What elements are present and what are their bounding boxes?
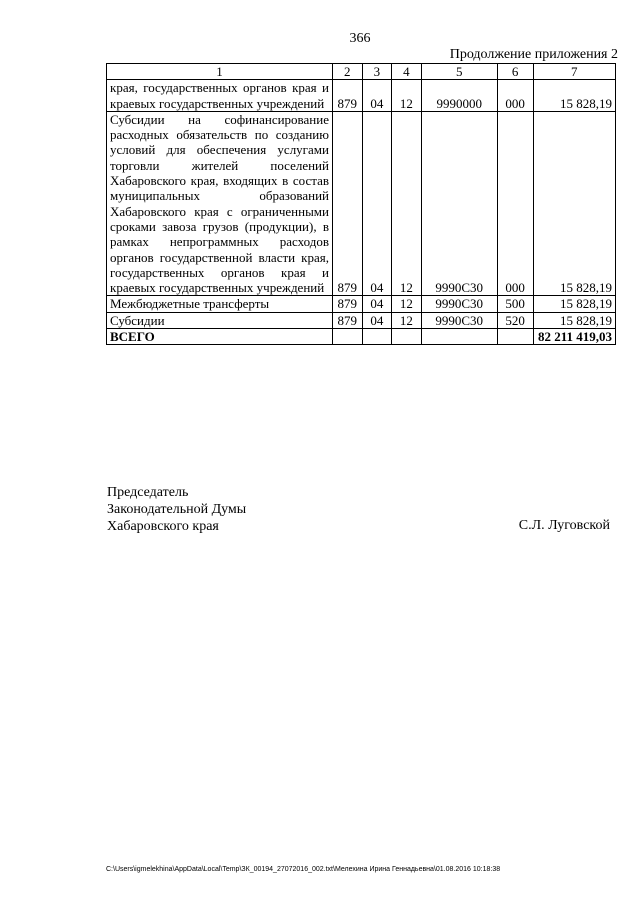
table-row <box>107 312 616 328</box>
empty-cell <box>362 329 392 345</box>
budget-table <box>106 63 616 345</box>
total-label: ВСЕГО <box>107 329 333 345</box>
table-row <box>107 296 616 312</box>
signer-name: С.Л. Луговской <box>518 518 610 533</box>
row-code-2: 879 <box>332 111 362 296</box>
row-code-5: 9990000 <box>421 80 497 112</box>
signature-title-line: Законодательной Думы <box>107 502 247 517</box>
header-cell: 3 <box>362 64 392 80</box>
row-code-5: 9990С30 <box>421 111 497 296</box>
row-code-5: 9990С30 <box>421 312 497 328</box>
row-code-2: 879 <box>332 312 362 328</box>
header-cell: 4 <box>392 64 422 80</box>
table-row <box>107 111 616 296</box>
row-amount: 15 828,19 <box>533 80 615 112</box>
empty-cell <box>497 329 533 345</box>
row-code-2: 879 <box>332 80 362 112</box>
empty-cell <box>392 329 422 345</box>
row-code-4: 12 <box>392 111 422 296</box>
signature-block <box>107 484 246 535</box>
total-row <box>107 329 616 345</box>
row-description: Субсидии <box>107 312 333 328</box>
row-code-6: 520 <box>497 312 533 328</box>
row-amount: 15 828,19 <box>533 111 615 296</box>
row-description: края, государственных органов края и краевых государственных учреждений <box>107 80 333 112</box>
row-description: Субсидии на софинансирование расходных обязательств по созданию условий для обеспечения услугами торговли жителей поселений Хабаровского края, входящих в состав муниципальных образований Хабаровского края с ограниченными сроками завоза грузов (продукции), в рамках непрограммных расходов органов государственной власти края, государственных органов края и краевых государственных учреждений <box>107 111 333 296</box>
empty-cell <box>332 329 362 345</box>
row-code-3: 04 <box>362 80 392 112</box>
row-code-3: 04 <box>362 296 392 312</box>
row-code-6: 500 <box>497 296 533 312</box>
signature-title-line: Председатель <box>107 485 189 500</box>
row-code-4: 12 <box>392 312 422 328</box>
header-cell: 6 <box>497 64 533 80</box>
header-cell: 7 <box>533 64 615 80</box>
row-code-3: 04 <box>362 312 392 328</box>
page-number: 366 <box>349 31 371 46</box>
row-code-5: 9990С30 <box>421 296 497 312</box>
header-cell: 5 <box>421 64 497 80</box>
row-code-6: 000 <box>497 111 533 296</box>
row-description: Межбюджетные трансферты <box>107 296 333 312</box>
row-code-3: 04 <box>362 111 392 296</box>
empty-cell <box>421 329 497 345</box>
signature-title-line: Хабаровского края <box>107 519 219 534</box>
row-code-6: 000 <box>497 80 533 112</box>
footer-file-path: C:\Users\igmelekhina\AppData\Local\Temp\ЗК_00194_27072016_002.txt\Мелехина Ирина Геннадьевна\01.08.2016 10:18:38 <box>106 866 501 873</box>
header-cell: 1 <box>107 64 333 80</box>
row-code-4: 12 <box>392 296 422 312</box>
appendix-note: Продолжение приложения 2 <box>449 47 618 62</box>
row-amount: 15 828,19 <box>533 312 615 328</box>
header-cell: 2 <box>332 64 362 80</box>
table-header-row <box>107 64 616 80</box>
row-code-2: 879 <box>332 296 362 312</box>
table-row <box>107 80 616 112</box>
total-amount: 82 211 419,03 <box>533 329 615 345</box>
row-amount: 15 828,19 <box>533 296 615 312</box>
row-code-4: 12 <box>392 80 422 112</box>
